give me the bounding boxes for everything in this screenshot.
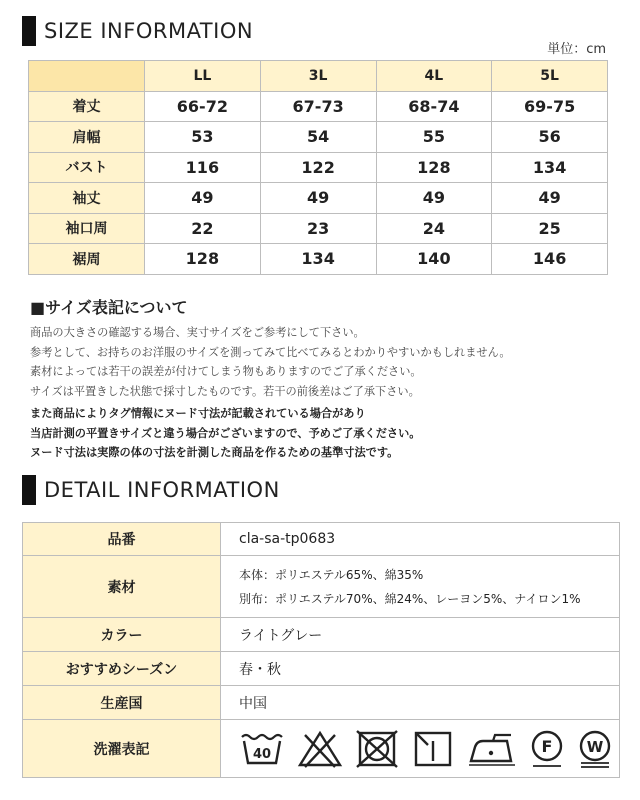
detail-row-product-no: [23, 523, 620, 556]
detail-label: 素材: [23, 556, 221, 618]
season-value: 春・秋: [221, 652, 620, 686]
size-row-cuff: [29, 213, 608, 244]
no-bleach-icon: [297, 729, 343, 769]
origin-value: 中国: [221, 686, 620, 720]
notes-text: [30, 323, 511, 401]
size-col-ll: LL: [145, 61, 261, 92]
size-cell: 25: [492, 213, 608, 244]
row-label: 着丈: [29, 91, 145, 122]
detail-row-origin: [23, 686, 620, 720]
size-cell: 49: [492, 183, 608, 214]
size-cell: 56: [492, 122, 608, 153]
size-cell: 146: [492, 244, 608, 275]
size-col-3l: 3L: [260, 61, 376, 92]
size-cell: 116: [145, 152, 261, 183]
size-cell: 128: [145, 244, 261, 275]
material-value: [221, 556, 620, 618]
care-icons: [239, 729, 619, 769]
color-value: ライトグレー: [221, 618, 620, 652]
no-tumble-dry-icon: [355, 729, 399, 769]
note-bold-line: 当店計測の平置きサイズと違う場合がございますので、予めご了承ください。: [30, 426, 421, 440]
size-cell: 66-72: [145, 91, 261, 122]
detail-row-color: [23, 618, 620, 652]
size-section-header: [22, 16, 253, 46]
product-no-value: cla-sa-tp0683: [221, 523, 620, 556]
detail-row-season: [23, 652, 620, 686]
size-cell: 122: [260, 152, 376, 183]
section-marker: [22, 475, 36, 505]
size-row-bust: [29, 152, 608, 183]
size-cell: 49: [260, 183, 376, 214]
size-cell: 140: [376, 244, 492, 275]
detail-label: 洗濯表記: [23, 720, 221, 778]
size-col-5l: 5L: [492, 61, 608, 92]
iron-low-icon: [467, 729, 517, 769]
size-cell: 134: [492, 152, 608, 183]
wash-40-icon: [239, 729, 285, 769]
row-label: 肩幅: [29, 122, 145, 153]
detail-row-care: [23, 720, 620, 778]
row-label: 裾周: [29, 244, 145, 275]
size-cell: 67-73: [260, 91, 376, 122]
size-cell: 23: [260, 213, 376, 244]
detail-label: おすすめシーズン: [23, 652, 221, 686]
detail-label: 生産国: [23, 686, 221, 720]
note-bold-line: また商品によりタグ情報にヌード寸法が記載されている場合があり: [30, 407, 366, 420]
wet-clean-w-icon: [577, 729, 613, 769]
note-line: 参考として、お持ちのお洋服のサイズを測ってみて比べてみるとわかりやすいかもしれません。: [30, 345, 511, 359]
detail-label: 品番: [23, 523, 221, 556]
size-table: [28, 60, 608, 275]
row-label: 袖丈: [29, 183, 145, 214]
size-cell: 53: [145, 122, 261, 153]
notes-title: ■サイズ表記について: [30, 298, 188, 317]
line-dry-shade-icon: [411, 729, 455, 769]
row-label: 袖口周: [29, 213, 145, 244]
note-bold-line: ヌード寸法は実際の体の寸法を計測した商品を作るための基準寸法です。: [30, 446, 399, 460]
size-cell: 68-74: [376, 91, 492, 122]
size-cell: 69-75: [492, 91, 608, 122]
wet-w-text: W: [586, 737, 604, 756]
material-line-sub: 別布：ポリエステル70%、綿24%、レーヨン5%、ナイロン1%: [239, 591, 581, 606]
section-marker: [22, 16, 36, 46]
dry-clean-f-icon: [529, 729, 565, 769]
size-cell: 49: [145, 183, 261, 214]
size-section-title: SIZE INFORMATION: [44, 19, 254, 43]
notes-bold-text: [30, 404, 420, 463]
detail-section-header: [22, 475, 280, 505]
size-cell: 128: [376, 152, 492, 183]
detail-label: カラー: [23, 618, 221, 652]
size-row-length: [29, 91, 608, 122]
size-cell: 55: [376, 122, 492, 153]
detail-row-material: [23, 556, 620, 618]
note-line: 商品の大きさの確認する場合、実寸サイズをご参考にして下さい。: [30, 326, 365, 339]
size-table-corner: [29, 61, 145, 92]
size-cell: 54: [260, 122, 376, 153]
size-row-hem: [29, 244, 608, 275]
detail-section-title: DETAIL INFORMATION: [44, 478, 280, 502]
size-row-shoulder: [29, 122, 608, 153]
size-cell: 22: [145, 213, 261, 244]
size-cell: 134: [260, 244, 376, 275]
care-icons-cell: [221, 720, 620, 778]
wash-temp-text: 40: [252, 746, 272, 762]
size-cell: 49: [376, 183, 492, 214]
row-label: バスト: [29, 152, 145, 183]
note-line: 素材によっては若干の誤差が付けてしまう物もありますのでご了承ください。: [30, 365, 422, 379]
dry-f-text: F: [541, 736, 553, 756]
size-col-4l: 4L: [376, 61, 492, 92]
note-line: サイズは平置きした状態で採寸したものです。若干の前後差はご了承下さい。: [30, 384, 420, 398]
size-row-sleeve: [29, 183, 608, 214]
material-line-main: 本体：ポリエステル65%、綿35%: [239, 567, 424, 582]
unit-label: 単位：cm: [547, 42, 606, 57]
size-cell: 24: [376, 213, 492, 244]
detail-table: [22, 522, 620, 778]
